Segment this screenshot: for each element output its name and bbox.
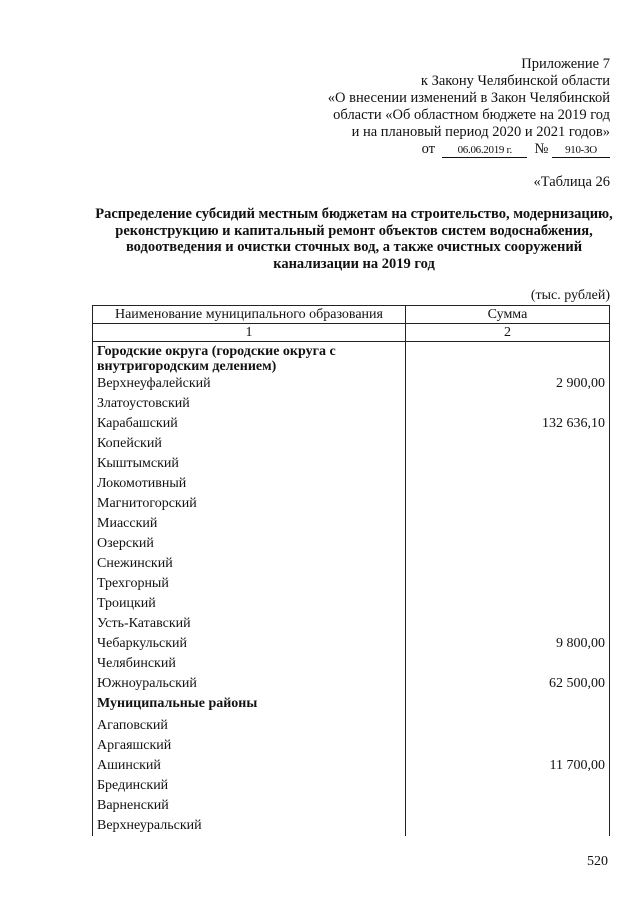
subsidy-amount: 9 800,00 [405, 634, 609, 654]
subsidy-amount [405, 816, 609, 836]
municipality-name: Магнитогорский [93, 494, 406, 514]
municipality-name: Локомотивный [93, 474, 406, 494]
subsidy-amount: 132 636,10 [405, 414, 609, 434]
law-date: 06.06.2019 г. [442, 144, 527, 158]
section-header-row [93, 694, 610, 716]
table-header-row [93, 306, 610, 324]
law-title-line-3: и на плановый период 2020 и 2021 годов» [351, 124, 610, 140]
appendix-header [328, 56, 610, 158]
table-row [93, 716, 610, 736]
municipality-name: Троицкий [93, 594, 406, 614]
subsidy-table [92, 305, 610, 836]
table-row [93, 614, 610, 634]
subsidy-amount [405, 434, 609, 454]
subsidy-amount [405, 494, 609, 514]
subsidy-amount [405, 796, 609, 816]
subsidy-amount: 2 900,00 [405, 374, 609, 394]
municipality-name: Миасский [93, 514, 406, 534]
law-number: 910-ЗО [552, 144, 610, 158]
column-number-1: 1 [93, 324, 406, 342]
table-row [93, 374, 610, 394]
table-label: «Таблица 26 [533, 174, 610, 190]
table-row [93, 736, 610, 756]
law-title-line-2: области «Об областном бюджете на 2019 год [333, 107, 610, 123]
municipality-name: Верхнеуральский [93, 816, 406, 836]
subsidy-amount: 11 700,00 [405, 756, 609, 776]
section-title-municipal-districts: Муниципальные районы [93, 694, 406, 716]
table-row [93, 634, 610, 654]
appendix-label: Приложение 7 [521, 56, 610, 72]
municipality-name: Ашинский [93, 756, 406, 776]
municipality-name: Аргаяшский [93, 736, 406, 756]
municipal-districts-rows [93, 716, 610, 836]
table-row [93, 514, 610, 534]
municipality-name: Брединский [93, 776, 406, 796]
subsidy-amount [405, 594, 609, 614]
units-label: (тыс. рублей) [530, 288, 610, 303]
table-row [93, 534, 610, 554]
column-header-name: Наименование муниципального образования [93, 306, 406, 324]
subsidy-amount [405, 474, 609, 494]
subsidy-amount [405, 614, 609, 634]
municipality-name: Варненский [93, 796, 406, 816]
municipality-name: Верхнеуфалейский [93, 374, 406, 394]
subsidy-amount: 62 500,00 [405, 674, 609, 694]
date-prefix: от [421, 141, 436, 157]
municipality-name: Трехгорный [93, 574, 406, 594]
table-row [93, 494, 610, 514]
table-row [93, 434, 610, 454]
table-row [93, 474, 610, 494]
law-reference: к Закону Челябинской области [420, 73, 610, 89]
column-header-sum: Сумма [405, 306, 609, 324]
municipality-name: Усть-Катавский [93, 614, 406, 634]
municipality-name: Кыштымский [93, 454, 406, 474]
municipality-name: Снежинский [93, 554, 406, 574]
table-row [93, 394, 610, 414]
urban-districts-rows [93, 374, 610, 694]
table-row [93, 414, 610, 434]
table-row [93, 816, 610, 836]
subsidy-amount [405, 514, 609, 534]
table-row [93, 776, 610, 796]
subsidy-amount [405, 654, 609, 674]
section-title-urban-districts: Городские округа (городские округа с внутригородским делением) [93, 342, 406, 375]
subsidy-amount [405, 716, 609, 736]
law-date-number [328, 141, 610, 158]
number-prefix: № [534, 141, 549, 157]
municipality-name: Златоустовский [93, 394, 406, 414]
table-row [93, 756, 610, 776]
table-row [93, 574, 610, 594]
subsidy-amount [405, 394, 609, 414]
municipality-name: Озерский [93, 534, 406, 554]
subsidy-amount [405, 736, 609, 756]
table-row [93, 654, 610, 674]
table-column-number-row [93, 324, 610, 342]
subsidy-amount [405, 554, 609, 574]
table-row [93, 796, 610, 816]
municipality-name: Карабашский [93, 414, 406, 434]
municipality-name: Челябинский [93, 654, 406, 674]
table-row [93, 674, 610, 694]
municipality-name: Чебаркульский [93, 634, 406, 654]
page-number: 520 [587, 854, 608, 869]
column-number-2: 2 [405, 324, 609, 342]
law-title-line-1: «О внесении изменений в Закон Челябинской [327, 90, 610, 106]
subsidy-amount [405, 574, 609, 594]
subsidy-amount [405, 454, 609, 474]
municipality-name: Копейский [93, 434, 406, 454]
subsidy-amount [405, 534, 609, 554]
subsidy-amount [405, 776, 609, 796]
table-row [93, 454, 610, 474]
municipality-name: Южноуральский [93, 674, 406, 694]
table-row [93, 594, 610, 614]
document-title: Распределение субсидий местным бюджетам на строительство, модернизацию, реконструкцию и капитальный ремонт объектов систем водоснабжения, водоотведения и очистки сточных вод, а также очистных сооружений канализации на 2019 год [95, 206, 613, 272]
municipality-name: Агаповский [93, 716, 406, 736]
table-row [93, 554, 610, 574]
section-header-row [93, 342, 610, 375]
